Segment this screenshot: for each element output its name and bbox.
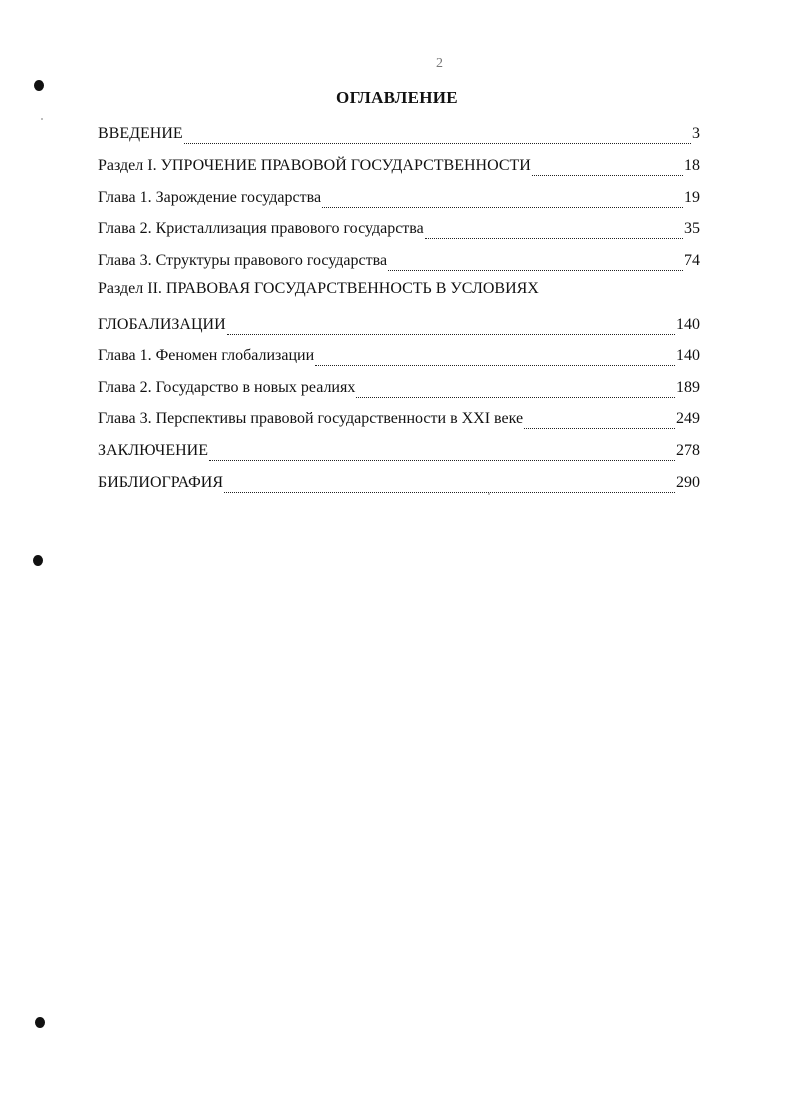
toc-entry-label: Глава 2. Государство в новых реалиях	[98, 379, 356, 396]
binding-hole-mark	[33, 555, 43, 566]
toc-entry-conclusion	[98, 437, 700, 461]
toc-entry-page: 278	[676, 442, 700, 459]
toc-entry-page: 35	[684, 220, 700, 237]
toc-leader-dots	[184, 128, 691, 144]
toc-entry-page: 189	[676, 379, 700, 396]
toc-leader-dots	[425, 223, 683, 239]
toc-entry-page: 140	[676, 316, 700, 333]
toc-entry-section-2-chapter-2	[98, 374, 700, 398]
scan-speck	[41, 118, 43, 120]
toc-entry-label: Глава 2. Кристаллизация правового государства	[98, 220, 424, 237]
toc-entry-label: Глава 3. Перспективы правовой государственности в XXI веке	[98, 410, 524, 427]
toc-entry-page: 3	[692, 125, 700, 142]
toc-entry-section-1-chapter-3	[98, 247, 700, 271]
toc-leader-dots	[532, 160, 683, 176]
toc-entry-section-1	[98, 152, 700, 176]
scan-speck	[488, 493, 490, 495]
toc-entry-section-1-chapter-2	[98, 215, 700, 239]
toc-entry-label: Глава 1. Феномен глобализации	[98, 347, 315, 364]
toc-leader-dots	[224, 477, 675, 493]
toc-entry-label: ВВЕДЕНИЕ	[98, 125, 183, 142]
toc-entry-label: Раздел I. УПРОЧЕНИЕ ПРАВОВОЙ ГОСУДАРСТВЕННОСТИ	[98, 157, 531, 174]
page-title: ОГЛАВЛЕНИЕ	[336, 88, 458, 107]
toc-entry-label: ГЛОБАЛИЗАЦИИ	[98, 316, 226, 333]
toc-entry-page: 140	[676, 347, 700, 364]
toc-entry-label: Глава 1. Зарождение государства	[98, 189, 322, 206]
toc-entry-page: 18	[684, 157, 700, 174]
toc-entry-page: 290	[676, 474, 700, 491]
toc-entry-bibliography	[98, 469, 700, 493]
toc-entry-page: 19	[684, 189, 700, 206]
toc-entry-section-1-chapter-1	[98, 184, 700, 208]
toc-leader-dots	[209, 445, 675, 461]
toc-leader-dots	[227, 319, 675, 335]
toc-entry-section-2-chapter-1	[98, 342, 700, 366]
toc-leader-dots	[356, 382, 675, 398]
toc-entry-section-2-line-1: Раздел II. ПРАВОВАЯ ГОСУДАРСТВЕННОСТЬ В УСЛОВИЯХ	[98, 280, 539, 297]
page-number: 2	[436, 56, 443, 71]
toc-entry-page: 74	[684, 252, 700, 269]
toc-entry-page: 249	[676, 410, 700, 427]
toc-entry-section-2	[98, 311, 700, 335]
toc-leader-dots	[388, 255, 683, 271]
toc-entry-label: Глава 3. Структуры правового государства	[98, 252, 388, 269]
toc-entry-section-2-chapter-3	[98, 405, 700, 429]
toc-entry-label: БИБЛИОГРАФИЯ	[98, 474, 224, 491]
toc-leader-dots	[315, 350, 675, 366]
binding-hole-mark	[34, 80, 44, 91]
toc-leader-dots	[322, 192, 683, 208]
toc-entry-label: ЗАКЛЮЧЕНИЕ	[98, 442, 208, 459]
toc-entry-introduction	[98, 120, 700, 144]
toc-leader-dots	[524, 413, 675, 429]
binding-hole-mark	[35, 1017, 45, 1028]
